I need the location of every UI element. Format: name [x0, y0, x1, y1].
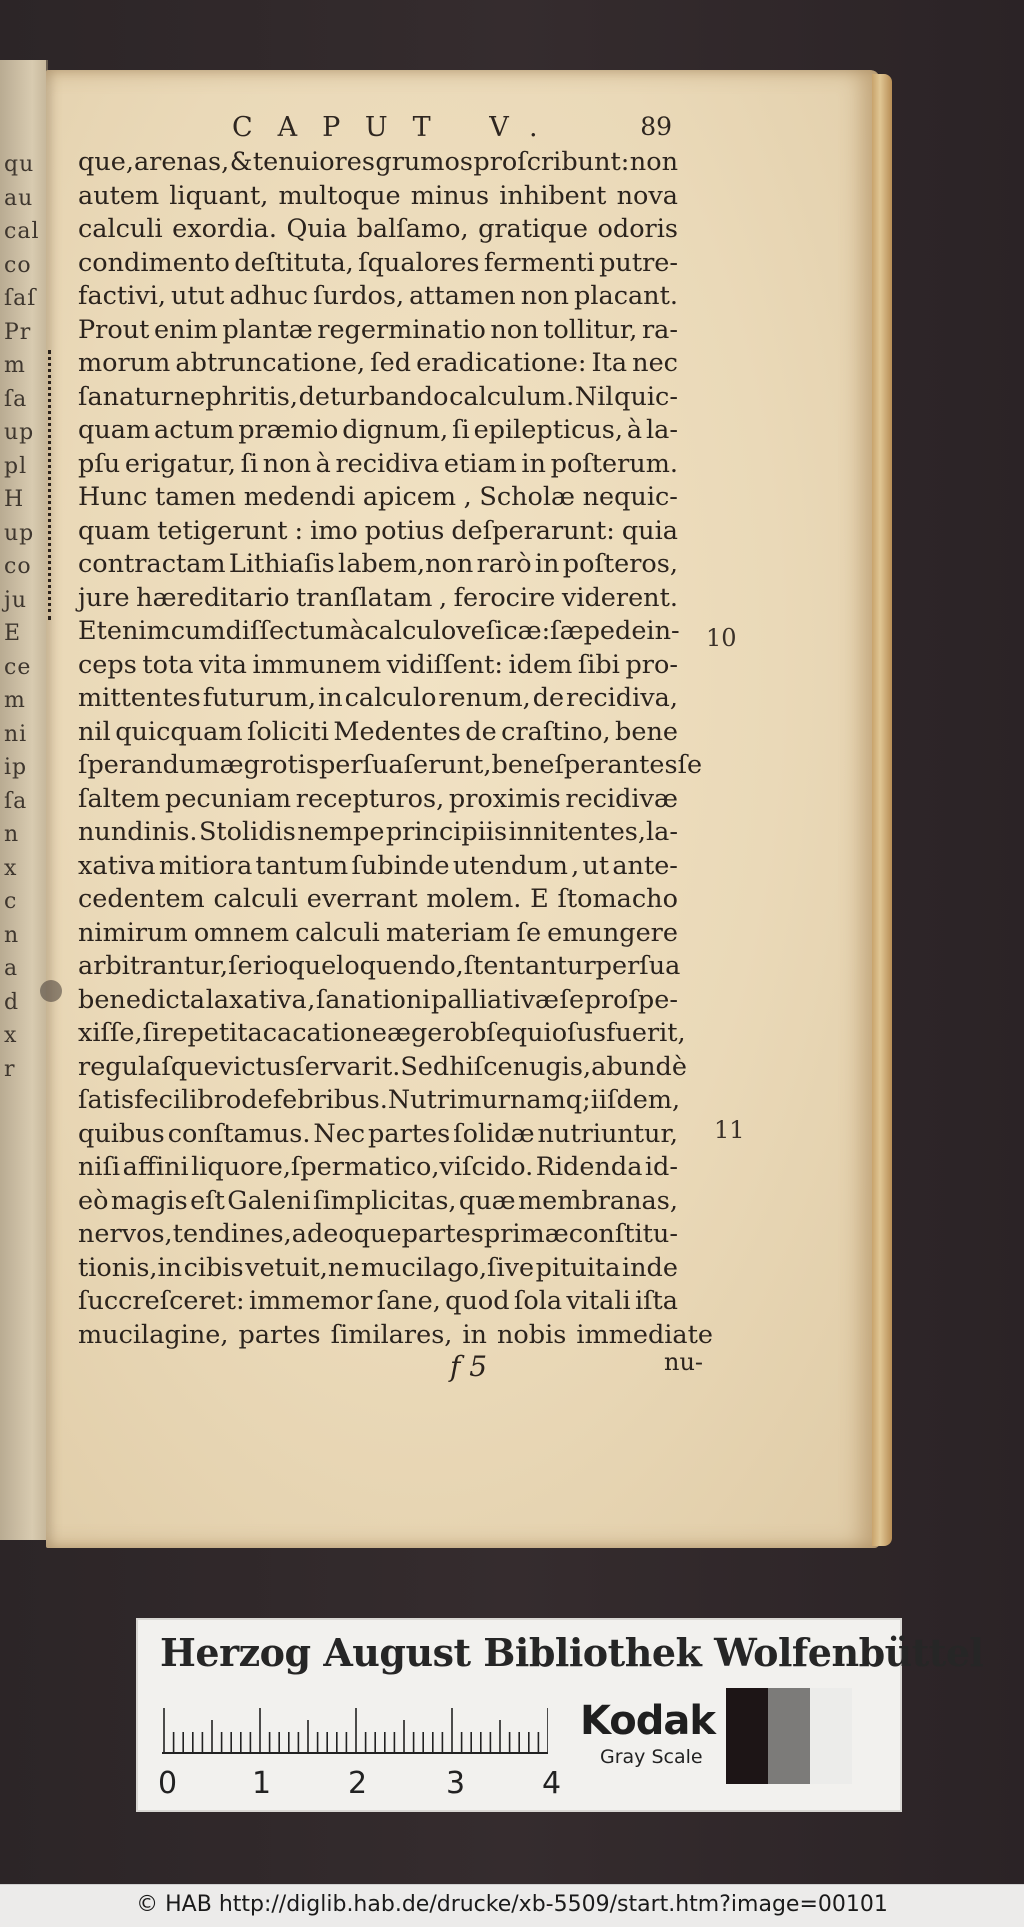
- facing-page-fragment: cal: [4, 219, 40, 244]
- text-line: xiſſe,ſi repetita cacatione æger obſequioſus fuerit,: [78, 1018, 686, 1048]
- color-target-card: [136, 1618, 984, 1812]
- facing-page-fragment: Pr: [4, 319, 32, 345]
- facing-page-fragment: n: [4, 822, 20, 847]
- text-line: Prout enim plantæ regerminatio non tollitur, ra-: [78, 314, 678, 345]
- text-line: mucilagine, partes ſimilares, in nobis immediate: [78, 1319, 713, 1350]
- text-line: autem liquant, multoque minus inhibent nova: [78, 180, 678, 211]
- text-line: niſi affini liquore,ſpermatico,viſcido. Ridenda id-: [78, 1152, 678, 1182]
- facing-page-fragment: d: [4, 989, 20, 1015]
- text-line: regulaſque victus ſervarit. Sed hiſce nugis, abundè: [78, 1051, 687, 1082]
- text-line: cedentem calculi everrant molem. E ſtomacho: [78, 884, 678, 914]
- copyright-url[interactable]: © HAB http://diglib.hab.de/drucke/xb-5509/start.htm?image=00101: [136, 1892, 888, 1917]
- binding-mark: [40, 980, 62, 1002]
- text-line: Hunc tamen medendi apicem , Scholæ nequic-: [78, 482, 678, 512]
- text-line: nervos, tendines, adeoque partes primæ conſtitu-: [78, 1219, 678, 1249]
- text-line: quibus conſtamus. Nec partes ſolidæ nutriuntur,: [78, 1118, 678, 1149]
- text-line: tionis,in cibis vetuit,ne mucilago,ſive pituita inde: [78, 1252, 678, 1283]
- text-line: Etenim cum diſſectum à calculo veſicæ:ſæpe dein-: [78, 616, 680, 646]
- facing-page-fragment: m: [4, 688, 26, 713]
- text-line: morum abtruncatione, ſed eradicatione: Ita nec: [78, 348, 678, 378]
- facing-page-fragment: au: [4, 185, 34, 211]
- facing-page-fragment: x: [4, 855, 18, 881]
- ruler-number: 3: [446, 1766, 466, 1801]
- text-line: factivi, utut adhuc ſurdos, attamen non placant.: [78, 281, 678, 311]
- text-line: que,arenas, & tenuiores grumos proſcribunt: non: [78, 147, 678, 177]
- text-line: xativa mitiora tantum ſubinde utendum , ut ante-: [78, 850, 678, 881]
- facing-page-fragment: co: [4, 554, 32, 579]
- text-line: ſatisfeci libro de febribus.Nutrimur namq; iiſdem,: [78, 1085, 681, 1115]
- gray-scale-label: Gray Scale: [600, 1746, 703, 1768]
- facing-page-fragment: ce: [4, 654, 32, 680]
- facing-page-fragment: ſa: [4, 386, 28, 412]
- facing-page-fragment: ni: [4, 721, 28, 747]
- facing-page-fragment: ju: [4, 587, 27, 613]
- facing-page-fragment: ſaſ: [4, 286, 37, 311]
- ruler-number: 0: [158, 1766, 178, 1801]
- catchword: nu-: [664, 1348, 704, 1376]
- facing-page-fragment: E: [4, 621, 22, 646]
- facing-page-fragment: qu: [4, 152, 35, 177]
- facing-page-fragment: n: [4, 922, 20, 948]
- text-line: nimirum omnem calculi materiam ſe emungere: [78, 917, 678, 948]
- text-line: ceps tota vita immunem vidiſſent: idem ſibi pro-: [78, 649, 678, 680]
- facing-page-fragment: a: [4, 956, 19, 981]
- page-fore-edge: [872, 74, 892, 1546]
- signature-mark: f 5: [450, 1350, 488, 1383]
- facing-page-fragment: m: [4, 353, 26, 378]
- text-line: ſuccreſceret: immemor ſane, quod ſola vitali iſta: [78, 1286, 678, 1316]
- text-line: contractam Lithiaſis labem,non rarò in poſteros,: [78, 549, 678, 579]
- text-line: pſu erigatur, ſi non à recidiva etiam in poſterum.: [78, 448, 678, 479]
- margin-line-number: 11: [714, 1116, 745, 1144]
- library-name: Herzog August Bibliothek Wolfenbüttel: [160, 1630, 984, 1675]
- text-line: quam tetigerunt : imo potius deſperarunt: quia: [78, 515, 678, 546]
- facing-page-fragment: up: [4, 520, 35, 546]
- gray-swatch-mid: [768, 1688, 810, 1784]
- folio-number: 89: [640, 112, 672, 141]
- facing-page-fragment: co: [4, 252, 32, 278]
- body-text: [78, 146, 713, 1352]
- facing-page-edge: [0, 60, 48, 1540]
- margin-line-number: 10: [706, 624, 737, 652]
- text-line: calculi exordia. Quia balſamo, gratique odoris: [78, 214, 678, 244]
- facing-page-fragment: ſa: [4, 788, 28, 814]
- facing-page-fragment: up: [4, 420, 35, 445]
- facing-page-fragment: c: [4, 889, 18, 914]
- ruler-number: 2: [348, 1766, 368, 1801]
- ruler-numbers: [156, 1766, 576, 1802]
- text-line: mittentes futurum, in calculo renum, de recidiva,: [78, 683, 678, 713]
- text-line: ſanatur nephritis, deturbando calculum. Nil quic-: [78, 381, 678, 412]
- facing-page-fragment: H: [4, 487, 25, 512]
- text-line: nil quicquam ſoliciti Medentes de craſtino, bene: [78, 716, 678, 747]
- kodak-logo: Kodak: [580, 1698, 715, 1744]
- page-header: [232, 112, 672, 148]
- gray-swatch-black: [726, 1688, 768, 1784]
- text-line: condimento deſtituta, ſqualores fermenti putre-: [78, 247, 678, 278]
- ruler-number: 4: [542, 1766, 562, 1801]
- facing-page-fragment: r: [4, 1056, 16, 1082]
- text-line: nundinis. Stolidis nempe principiis innitentes,la-: [78, 817, 678, 847]
- facing-page-fragment: pl: [4, 453, 28, 479]
- text-line: benedicta laxativa , ſanationi palliativæ ſe proſpe-: [78, 984, 678, 1015]
- running-head: CAPUT V.: [232, 112, 563, 143]
- facing-page-fragment: x: [4, 1023, 18, 1048]
- text-line: quam actum præmio dignum, ſi epilepticus, à la-: [78, 415, 678, 445]
- text-line: ſperandum ægrotis perſuaſerunt, bene ſperantes ſe: [78, 750, 703, 780]
- scale-ruler: [162, 1708, 548, 1754]
- text-line: eò magis eſt Galeni ſimplicitas, quæ membranas,: [78, 1185, 678, 1216]
- text-line: arbitrantur,ſerioque loquendo, ſtentantur per ſua: [78, 951, 681, 981]
- copyright-footer: [0, 1884, 1024, 1927]
- facing-page-fragment: ip: [4, 755, 28, 780]
- gray-swatch-white: [810, 1688, 852, 1784]
- text-line: jure hæreditario tranſlatam , ferocire viderent.: [78, 582, 678, 613]
- ruler-number: 1: [252, 1766, 272, 1801]
- binding-threads: [48, 350, 57, 620]
- text-line: ſaltem pecuniam recepturos, proximis recidivæ: [78, 783, 678, 814]
